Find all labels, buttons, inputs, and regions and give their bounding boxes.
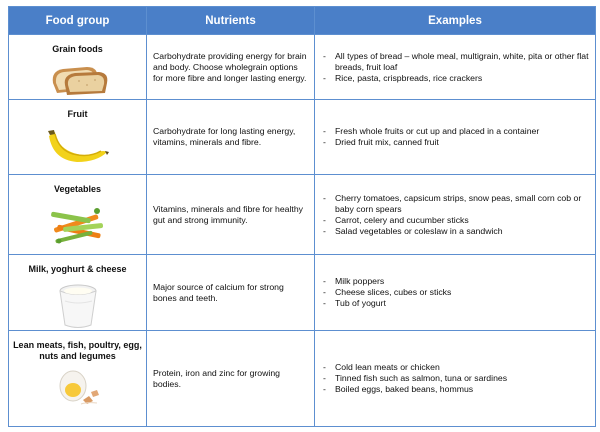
header-nutrients: Nutrients	[146, 7, 314, 34]
list-item: - Salad vegetables or coleslaw in a sandwich	[321, 226, 589, 237]
examples-cell	[314, 331, 595, 426]
examples-list	[315, 126, 545, 148]
list-item: - Tub of yogurt	[321, 298, 451, 309]
banana-icon	[45, 126, 111, 168]
food-group-cell	[9, 175, 146, 254]
examples-cell	[314, 100, 595, 174]
list-item: - Dried fruit mix, canned fruit	[321, 137, 539, 148]
food-group-cell	[9, 331, 146, 426]
food-group-cell	[9, 255, 146, 330]
yoghurt-cup-icon	[56, 281, 100, 331]
examples-cell	[314, 255, 595, 330]
examples-cell	[314, 175, 595, 254]
table-row-fruit	[9, 99, 595, 174]
list-item: - Milk poppers	[321, 276, 451, 287]
nutrients-cell	[146, 175, 314, 254]
nutrients-cell	[146, 331, 314, 426]
nutrients-cell	[146, 255, 314, 330]
list-item: - Boiled eggs, baked beans, hommus	[321, 384, 507, 395]
list-item: - Carrot, celery and cucumber sticks	[321, 215, 589, 226]
food-group-name: Grain foods	[52, 44, 103, 54]
food-group-name: Vegetables	[53, 184, 102, 194]
examples-list	[315, 193, 595, 237]
header-examples: Examples	[314, 7, 595, 34]
bread-icon	[47, 61, 109, 97]
food-groups-table	[8, 6, 596, 427]
list-item: - Fresh whole fruits or cut up and placed in a container	[321, 126, 539, 137]
nutrients-cell	[146, 100, 314, 174]
nutrients-text: Major source of calcium for strong bones and teeth.	[153, 281, 284, 303]
list-item: - All types of bread – whole meal, multigrain, white, pita or other flat breads, fruit loaf	[321, 51, 589, 73]
table-header	[9, 7, 595, 34]
vegetable-sticks-icon	[47, 201, 109, 247]
examples-list	[315, 362, 513, 395]
food-group-name: Lean meats, fish, poultry, egg, nuts and legumes	[13, 340, 142, 361]
header-food-group: Food group	[45, 14, 110, 27]
food-group-name: Milk, yoghurt & cheese	[28, 264, 127, 274]
table-row-grain-foods	[9, 34, 595, 99]
nutrients-text: Carbohydrate for long lasting energy, vitamins, minerals and fibre.	[153, 126, 296, 147]
food-group-cell	[9, 100, 146, 174]
list-item: - Cold lean meats or chicken	[321, 362, 507, 373]
table-row-vegetables	[9, 174, 595, 254]
list-item: - Cheese slices, cubes or sticks	[321, 287, 451, 298]
nutrients-text: Vitamins, minerals and fibre for healthy gut and strong immunity.	[153, 203, 304, 225]
nutrients-text: Carbohydrate providing energy for brain and body. Choose wholegrain options for more fibre and longer lasting energy.	[153, 50, 307, 83]
examples-list	[315, 51, 595, 84]
list-item: - Rice, pasta, crispbreads, rice crackers	[321, 73, 589, 84]
table-row-lean-meats	[9, 330, 595, 426]
food-group-name: Fruit	[67, 109, 88, 119]
nutrients-cell	[146, 35, 314, 99]
food-group-cell	[9, 35, 146, 99]
egg-icon	[53, 368, 103, 406]
examples-cell	[314, 35, 595, 99]
nutrients-text: Protein, iron and zinc for growing bodies.	[153, 367, 280, 389]
list-item: - Cherry tomatoes, capsicum strips, snow peas, small corn cob or baby corn spears	[321, 193, 589, 215]
table-row-milk-yoghurt-cheese	[9, 254, 595, 330]
list-item: - Tinned fish such as salmon, tuna or sardines	[321, 373, 507, 384]
examples-list	[315, 276, 457, 309]
